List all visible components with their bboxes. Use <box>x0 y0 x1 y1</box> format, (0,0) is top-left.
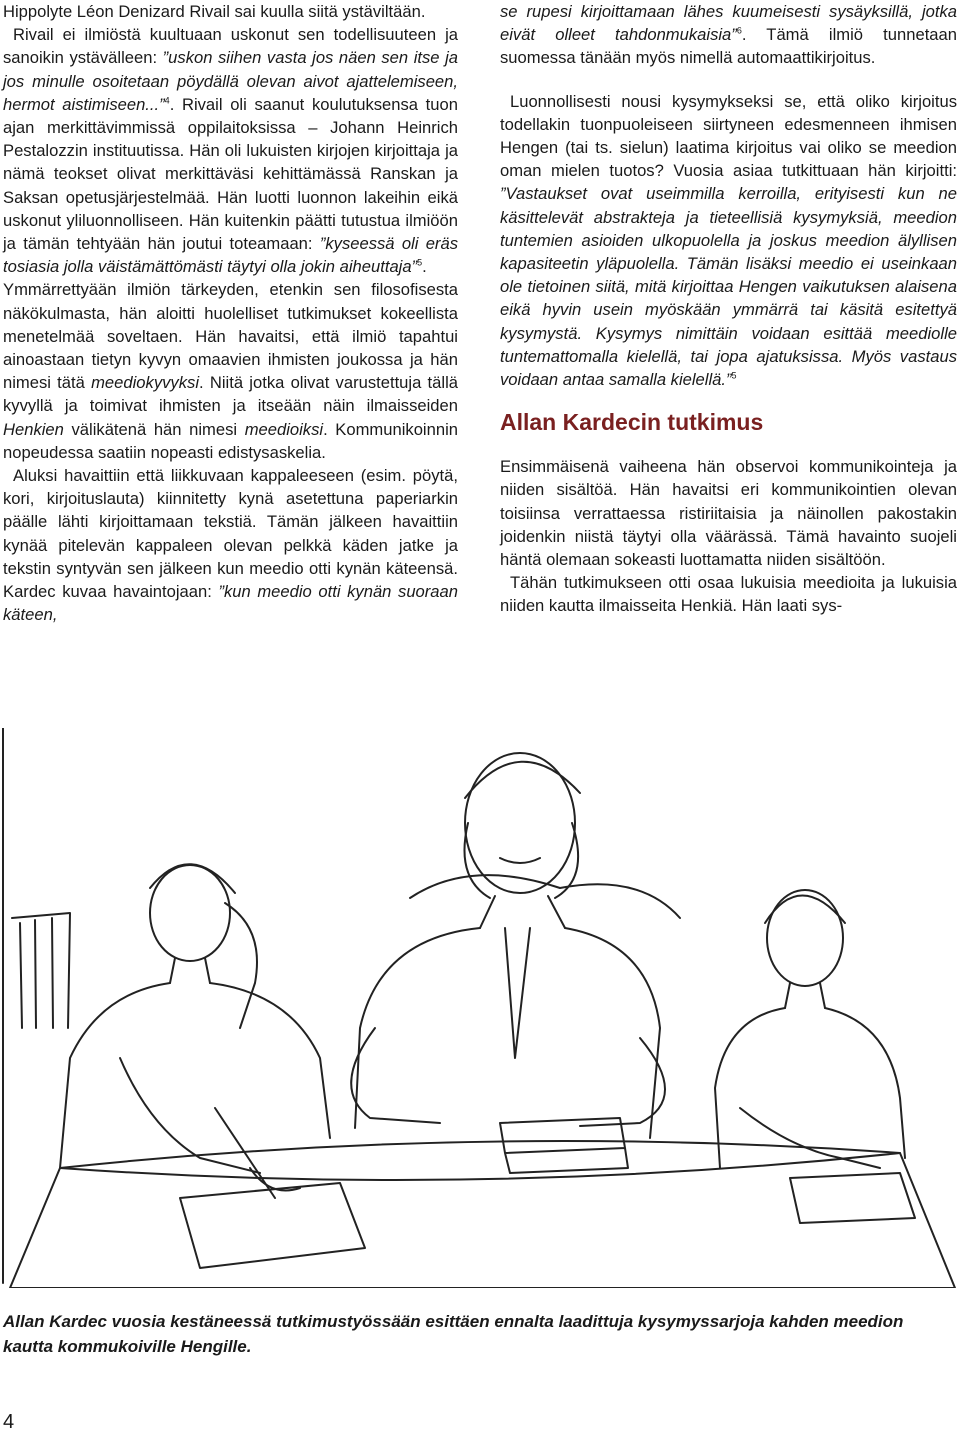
paragraph: Rivail ei ilmiöstä kuultuaan uskonut sen todellisuuteen ja sanoikin ystävälleen: ”uskon siihen vasta jos näen sen itse ja jos minulle osoitetaan pöydällä olevan aivot ajattelemiseen, hermot aistimiseen...”$^4$. Rivail oli saanut koulutuksensa tuon ajan merkittävimmissä oppilaitoksissa – Johann Heinrich Pestalozzin instituutissa. Hän oli lukuisten kirjojen kirjoittaja ja nämä teokset olivat merkittäväsi kehittämässä Ranskan ja Saksan opetusjärjestelmää. Hän luotti luonnon lakeihin eikä uskonut yliluonnolliseen. Hän kuitenkin päätti tutustua ilmiöön ja tämän tehtyään hän joutui toteamaan: ”kyseessä oli eräs tosiasia jolla väistämättömästi täytyi olla jokin aiheuttaja”$^5$. <box>3 25 459 277</box>
quote: ”Vastaukset ovat useimmilla kerroilla, erityisesti kun ne käsittelevät abstrakteja ja tieteellisiä kysymyksiä, meedion tuntemien asioiden ulkopuolella ja joskus meedion älyllisen kapasiteetin yläpuolella. Tämän lisäksi meedio ei useinkaan ole tietoinen siitä, mitä kirjoittaa Hengen vaikutuksen alaisena eikä hyvin usein myöskään ymmärrä tai käsitä esitettyä kysymystä. Kysymys nimittäin voidaan esittää meediolle tuntemattomalla kielellä, tai jopa ajatuksissa. Myös vastaus voidaan antaa samalla kielellä.” <box>500 184 957 390</box>
center-man <box>351 753 665 1138</box>
paragraph: Aluksi havaittiin että liikkuvaan kappaleeseen (esim. pöytä, kori, kirjoituslauta) kiinnitetty kynä asetettuna paperiarkin päälle lähti kirjoittamaan tekstiä. Tämän jälkeen havaittiin kynää pitelevän kappaleen olevan pelkkä käden jatke ja tekstin syntyvän sen jälkeen kun meedio otti kynän käteensä. Kardec kuvaa havaintojaan: ”kun meedio otti kynän suoraan käteen, <box>3 466 458 625</box>
paragraph: Tähän tutkimukseen otti osaa lukuisia meedioita ja lukuisia niiden kautta ilmaisseita Henkiä. Hän laati sys- <box>500 573 957 616</box>
right-woman <box>715 890 905 1168</box>
paragraph: se rupesi kirjoittamaan lähes kuumeisesti sysäyksillä, jotka eivät olleet tahdonmukaisia”$^6$. Tämä ilmiö tunnetaan suomessa tänään myös nimellä automaattikirjoitus. <box>500 2 957 68</box>
right-chair <box>410 875 680 918</box>
left-chair <box>12 913 70 1028</box>
footnote-ref: 5 <box>731 370 737 381</box>
page-number: 4 <box>3 1411 15 1433</box>
quote: ”uskon siihen vasta jos näen sen itse ja jos minulle osoitetaan pöydällä olevan aivot ajattelemiseen, hermot aistimiseen...” <box>3 48 459 114</box>
right-text-column <box>500 0 957 618</box>
paragraph: Ymmärrettyään ilmiön tärkeyden, etenkin sen filosofisesta näkökulmasta, hän aloitti huolelliset tutkimukset kokeellista menetelmää soveltaen. Hän havaitsi, että ilmiö tapahtui ainoastaan tietyn kyvyn omaavien ihmisten joukossa ja hän nimesi tätä meediokyvyksi. Niitä jotka olivat varustettuja tällä kyvyllä ja toimivat ihmisten ja itseään näin ilmaisseiden Henkien välikätenä hän nimesi meedioiksi. Kommunikoinnin nopeudessa saatiin nopeasti edistysaskelia. <box>3 280 458 462</box>
footnote-ref: 6 <box>736 25 742 36</box>
figure-caption: Allan Kardec vuosia kestäneessä tutkimustyössään esittäen ennalta laadittuja kysymyssarjoja kahden meedion kautta kommukoiville Hengille. <box>3 1312 904 1356</box>
paragraph: Luonnollisesti nousi kysymykseksi se, että oliko kirjoitus todellakin tuonpuoleiseen siirtyneen edesmenneen ihmisen Hengen (tai ts. sielun) laatima kirjoitus vai oliko se meedion oman mielen tuotos? Vuosia asiaa tutkittuaan hän kirjoitti: ”Vastaukset ovat useimmilla kerroilla, erityisesti kun ne käsittelevät abstrakteja ja tieteellisiä kysymyksiä, meedion tuntemien asioiden ulkopuolella ja joskus meedion älyllisen kapasiteetin yläpuolella. Tämän lisäksi meedio ei useinkaan ole tietoinen siitä, mitä kirjoittaa Hengen vaikutuksen alaisena eikä hyvin usein myöskään ymmärrä tai käsitä esitettyä kysymystä. Kysymys nimittäin voidaan esittää meediolle tuntemattomalla kielellä, tai jopa ajatuksissa. Myös vastaus voidaan antaa samalla kielellä.”$^5$ <box>500 91 957 390</box>
paragraph: Hippolyte Léon Denizard Rivail sai kuulla siitä ystäviltään. <box>3 2 426 21</box>
table-edge <box>10 1141 955 1288</box>
footnote-ref: 4 <box>164 95 170 106</box>
quote: ”kun meedio otti kynän suoraan käteen, <box>3 582 458 625</box>
paragraph: Ensimmäisenä vaiheena hän observoi kommunikointeja ja niiden sisältöä. Hän havaitsi eri kommunikointien olevan toisiinsa verrattaessa ristiriitaisia ja näinollen pakostakin joidenkin niistä täytyi olla väärässä. Tämä havainto suojeli häntä olemaan sokeasti luottamatta niiden sisältöön. <box>500 457 957 570</box>
seance-illustration <box>0 728 960 1288</box>
quote: ”kyseessä oli eräs tosiasia jolla väistämättömästi täytyi olla jokin aiheuttaja” <box>3 234 458 277</box>
book-stack <box>500 1118 628 1173</box>
left-text-column <box>3 0 458 626</box>
left-woman <box>60 864 330 1198</box>
paper-sheet <box>790 1173 915 1223</box>
footnote-ref: 5 <box>417 257 423 268</box>
section-heading: Allan Kardecin tutkimus <box>500 409 764 436</box>
quote: se rupesi kirjoittamaan lähes kuumeisesti sysäyksillä, jotka eivät olleet tahdonmukaisia” <box>500 2 957 45</box>
